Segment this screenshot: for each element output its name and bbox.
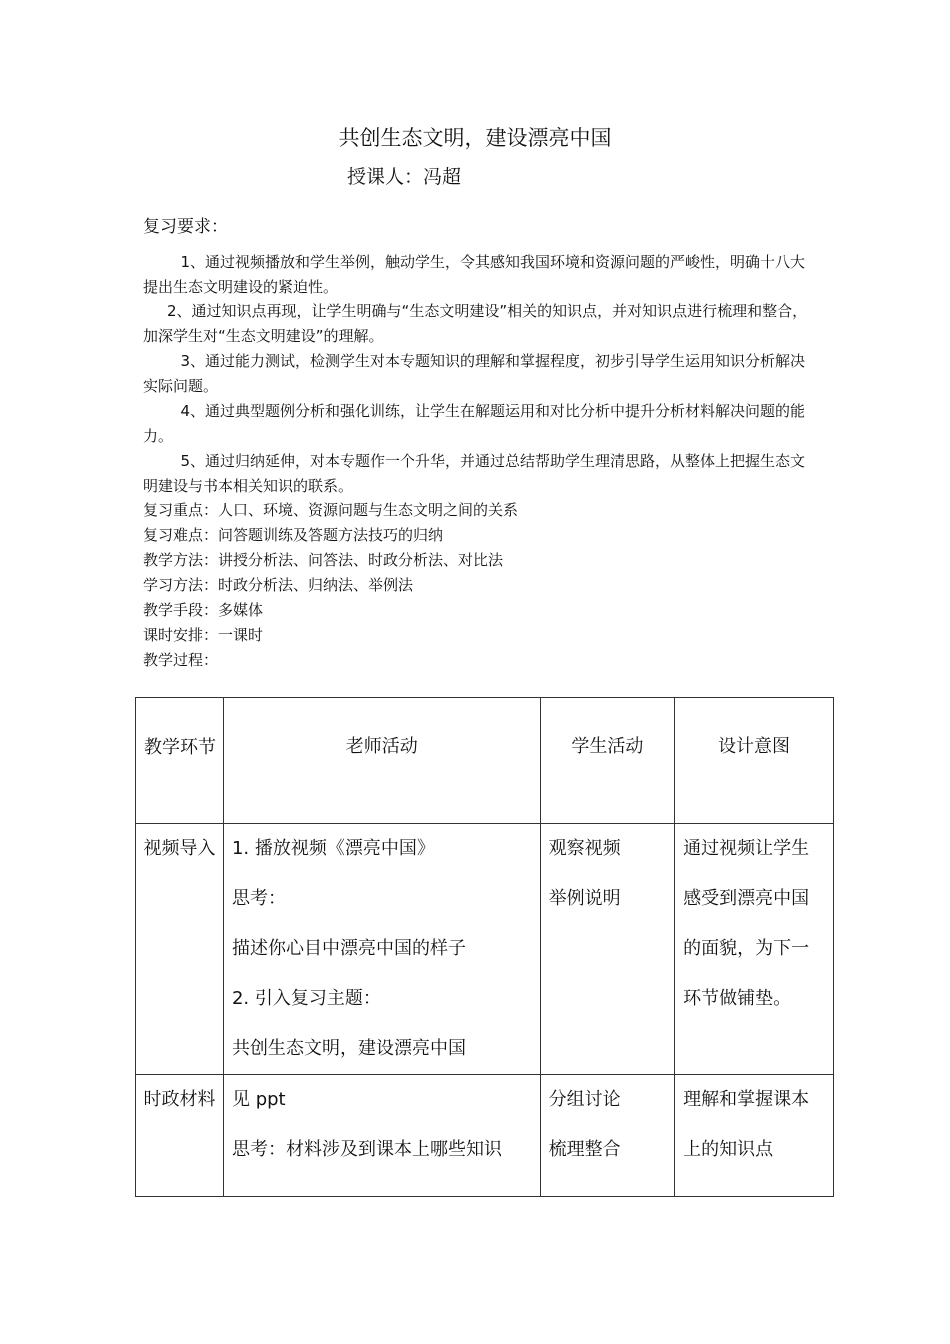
header-stage: 教学环节 bbox=[136, 698, 224, 824]
requirement-item: 3、通过能力测试，检测学生对本专题知识的理解和掌握程度，初步引导学生运用知识分析解决实际问题。 bbox=[143, 352, 806, 395]
requirement-item: 1、通过视频播放和学生举例，触动学生，令其感知我国环境和资源问题的严峻性，明确十八大提出生态文明建设的紧迫性。 bbox=[143, 253, 806, 296]
key-points: 复习重点：人口、环境、资源问题与生态文明之间的关系 bbox=[143, 501, 519, 519]
header-intent: 设计意图 bbox=[675, 698, 834, 824]
header-teacher: 老师活动 bbox=[223, 698, 540, 824]
header-student: 学生活动 bbox=[540, 698, 675, 824]
author-line: 授课人：冯超 bbox=[347, 166, 462, 188]
document-title: 共创生态文明，建设漂亮中国 bbox=[338, 126, 612, 150]
table-row bbox=[136, 824, 834, 1075]
lesson-table bbox=[135, 697, 834, 1197]
student-cell bbox=[540, 1075, 675, 1197]
intent-cell: 通过视频让学生感受到漂亮中国的面貌，为下一环节做铺垫。 bbox=[675, 824, 834, 1075]
teacher-line: 思考： bbox=[231, 888, 286, 909]
student-line: 分组讨论 bbox=[548, 1089, 621, 1110]
teaching-methods: 教学方法：讲授分析法、问答法、时政分析法、对比法 bbox=[143, 551, 504, 569]
teaching-means: 教学手段：多媒体 bbox=[143, 601, 264, 619]
difficult-points: 复习难点：问答题训练及答题方法技巧的归纳 bbox=[143, 526, 444, 544]
table-row bbox=[136, 1075, 834, 1197]
teacher-line: 2. 引入复习主题： bbox=[231, 988, 381, 1009]
student-line: 观察视频 bbox=[548, 838, 621, 859]
teacher-cell bbox=[223, 1075, 540, 1197]
student-line: 梳理整合 bbox=[548, 1139, 621, 1160]
teacher-line: 思考：材料涉及到课本上哪些知识 bbox=[231, 1139, 502, 1160]
requirement-item: 5、通过归纳延伸，对本专题作一个升华，并通过总结帮助学生理清思路，从整体上把握生态文明建设与书本相关知识的联系。 bbox=[143, 452, 806, 495]
student-cell bbox=[540, 824, 675, 1075]
requirements-heading: 复习要求： bbox=[143, 217, 228, 237]
intent-cell: 理解和掌握课本上的知识点 bbox=[675, 1075, 834, 1197]
teacher-line: 见 ppt bbox=[231, 1089, 286, 1110]
stage-cell: 视频导入 bbox=[136, 824, 224, 1075]
learning-methods: 学习方法：时政分析法、归纳法、举例法 bbox=[143, 576, 414, 594]
class-hours: 课时安排：一课时 bbox=[143, 626, 264, 644]
requirement-item: 4、通过典型题例分析和强化训练，让学生在解题运用和对比分析中提升分析材料解决问题的能力。 bbox=[143, 402, 806, 445]
teacher-line: 1. 播放视频《漂亮中国》 bbox=[231, 838, 435, 859]
teacher-cell bbox=[223, 824, 540, 1075]
stage-cell: 时政材料 bbox=[136, 1075, 224, 1197]
teaching-process-label: 教学过程： bbox=[143, 651, 219, 669]
student-line: 举例说明 bbox=[548, 888, 621, 909]
teacher-line: 共创生态文明，建设漂亮中国 bbox=[231, 1038, 466, 1059]
requirement-item: 2、通过知识点再现，让学生明确与“生态文明建设”相关的知识点，并对知识点进行梳理和整合，加深学生对“生态文明建设”的理解。 bbox=[143, 302, 808, 345]
teacher-line: 描述你心目中漂亮中国的样子 bbox=[231, 938, 466, 959]
table-header-row bbox=[136, 698, 834, 824]
